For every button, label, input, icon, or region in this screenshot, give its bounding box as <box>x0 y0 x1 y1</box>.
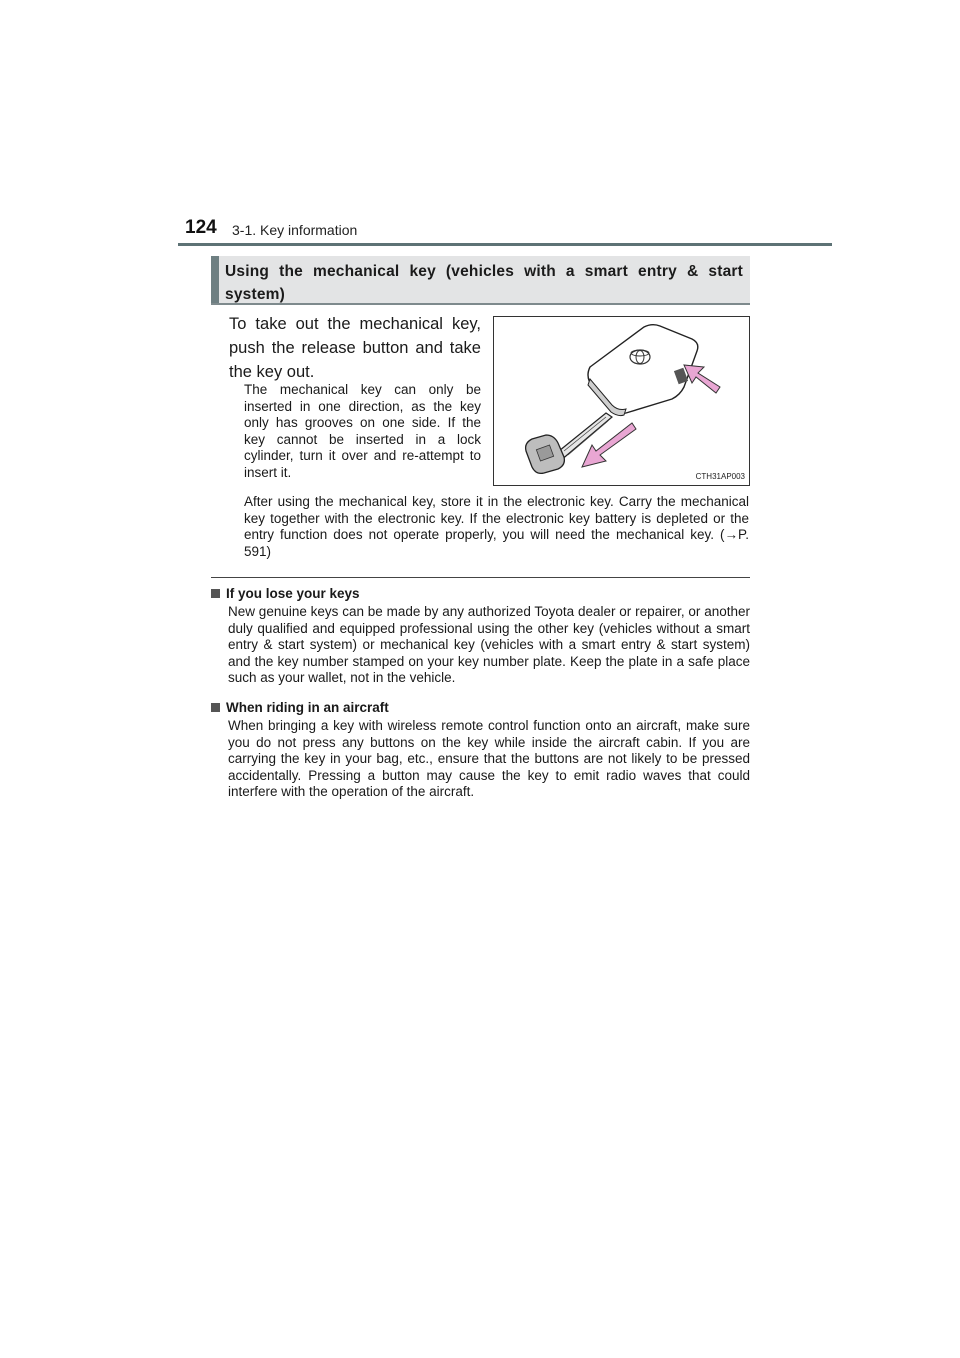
subsection-heading-text: If you lose your keys <box>226 586 360 601</box>
subsection-heading <box>211 585 750 602</box>
header-rule <box>178 243 832 246</box>
square-bullet-icon <box>211 703 220 712</box>
note-storage: After using the mechanical key, store it in the electronic key. Carry the mechanical key together with the electronic key. If the electronic key battery is depleted or the entry function does not operate properly, you will need the mechanical key. (→P. 591) <box>244 494 749 559</box>
page-number: 124 <box>185 217 217 238</box>
subsection-heading-text: When riding in an aircraft <box>226 700 389 715</box>
push-arrow-icon <box>684 365 720 393</box>
subsection-lost-keys <box>211 585 750 687</box>
key-illustration <box>493 316 750 486</box>
square-bullet-icon <box>211 589 220 598</box>
section-title: 3-1. Key information <box>232 222 358 238</box>
intro-text: To take out the mechanical key, push the release button and take the key out. <box>229 315 481 381</box>
subsection-aircraft <box>211 699 750 801</box>
figure-code: CTH31AP003 <box>695 472 745 481</box>
subsection-heading <box>211 699 750 716</box>
section-heading: Using the mechanical key (vehicles with a smart entry & start system) <box>225 263 743 303</box>
subsection-body: New genuine keys can be made by any authorized Toyota dealer or repairer, or another duly qualified and equipped professional using the other key (vehicles without a smart entry & start system) or mechanical key (vehicles with a smart entry & start system) and the key number stamped on your key number plate. Keep the plate in a safe place such as your wallet, not in the vehicle. <box>228 604 750 685</box>
electronic-key-drawing <box>494 317 749 485</box>
subsection-body: When bringing a key with wireless remote control function onto an aircraft, make sure you do not press any buttons on the key while inside the aircraft cabin. If you are carrying the key in your bag, etc., ensure that the buttons are not likely to be pressed accidentally. Pressing a button may cause the key to emit radio waves that could interfere with the operation of the aircraft. <box>228 718 750 799</box>
section-heading-box <box>211 256 750 305</box>
mid-rule <box>211 577 750 578</box>
heading-accent-bar <box>211 256 219 303</box>
note-grooves: The mechanical key can only be inserted in one direction, as the key only has grooves on one side. If the key cannot be inserted in a lock cylinder, turn it over and re-attempt to insert it. <box>244 382 481 480</box>
